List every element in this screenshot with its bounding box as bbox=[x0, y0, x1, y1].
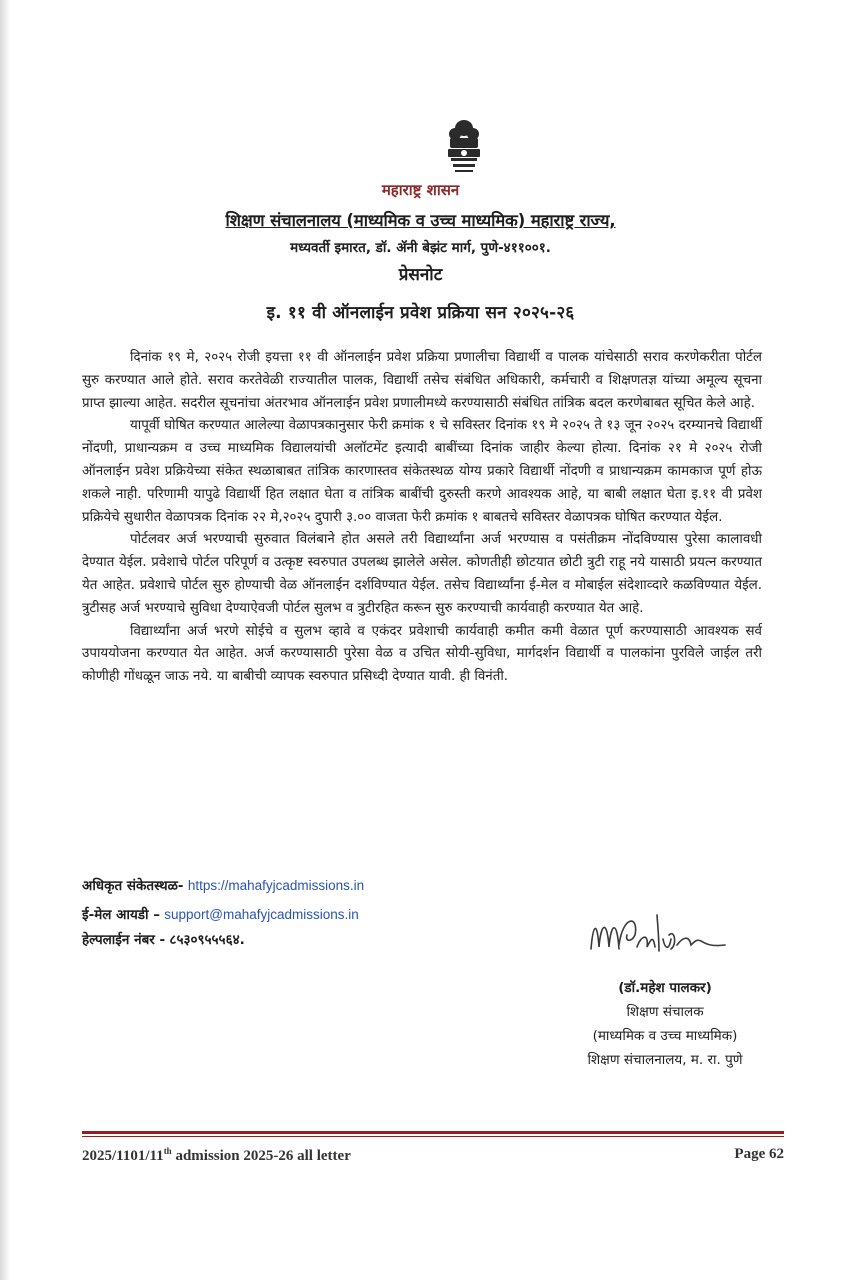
press-note-label: प्रेसनोट bbox=[398, 265, 443, 285]
paragraph-4: विद्यार्थ्यांना अर्ज भरणे सोईचे व सुलभ व्हावे व एकंदर प्रवेशाची कार्यवाही कमीत कमी वेळात पूर्ण करण्यासाठी आवश्यक सर्व उपाययोजना करण्यात येत आहेत. अर्ज करण्यासाठी पुरेसा वेळ व उचित सोयी-सुविधा, मार्गदर्शन विद्यार्थी व पालकांना पुरविले जाईल तरी कोणीही गोंधळून जाऊ नये. या बाबीची व्यापक स्वरुपात प्रसिध्दी देण्यात यावी. ही विनंती. bbox=[82, 623, 762, 685]
signatory-designation: शिक्षण संचालक bbox=[626, 1004, 704, 1020]
signatory-name: (डॉ.महेश पालकर) bbox=[618, 980, 712, 996]
website-line bbox=[82, 876, 364, 894]
footer-rule bbox=[82, 1131, 784, 1134]
doc-ref-suffix: admission 2025-26 all letter bbox=[171, 1148, 351, 1164]
helpline-label: हेल्पलाईन नंबर - bbox=[82, 932, 166, 948]
document-reference bbox=[82, 1146, 351, 1165]
footer-rule-thin bbox=[82, 1136, 784, 1137]
office-address: मध्यवर्ती इमारत, डॉ. ॲनी बेझंट मार्ग, पुणे-४११००१. bbox=[290, 240, 551, 256]
signature-image bbox=[585, 905, 735, 965]
paragraph-2: यापूर्वी घोषित करण्यात आलेल्या वेळापत्रकानुसार फेरी क्रमांक १ चे सविस्तर दिनांक १९ मे २०२५ ते १३ जून २०२५ दरम्यानचे विद्यार्थी नोंदणी, प्राधान्यक्रम व उच्च माध्यमिक विद्यालयांची अलॉटमेंट इत्यादी बाबींच्या दिनांक जाहीर केल्या होत्या. दिनांक २१ मे २०२५ रोजी ऑनलाईन प्रवेश प्रक्रियेच्या संकेत स्थळाबाबत तांत्रिक कारणास्तव संकेतस्थळ योग्य प्रकारे विद्यार्थी नोंदणी व प्राधान्यक्रम कामकाज पूर्ण होऊ शकले नाही. परिणामी यापुढे विद्यार्थी हित लक्षात घेता व तांत्रिक बाबींची दुरुस्ती करणे आवश्यक आहे, या बाबी लक्षात घेता इ.११ वी प्रवेश प्रक्रियेचे सुधारीत वेळापत्रक दिनांक २२ मे,२०२५ दुपारी ३.०० वाजता फेरी क्रमांक १ बाबतचे सविस्तर वेळापत्रक घोषित करण्यात येईल. bbox=[82, 418, 762, 525]
department-heading: शिक्षण संचालनालय (माध्यमिक व उच्च माध्यमिक) महाराष्ट्र राज्य, bbox=[225, 211, 616, 230]
email-label: ई-मेल आयडी – bbox=[82, 907, 160, 923]
website-link[interactable]: https://mahafyjcadmissions.in bbox=[187, 878, 365, 893]
ashoka-emblem-icon bbox=[441, 118, 487, 178]
email-line bbox=[82, 905, 359, 923]
page-number: Page 62 bbox=[734, 1146, 784, 1162]
paragraph-1: दिनांक १९ मे, २०२५ रोजी इयत्ता ११ वी ऑनलाईन प्रवेश प्रक्रिया प्रणालीचा विद्यार्थी व पालक यांचेसाठी सराव करणेकरीता पोर्टल सुरु करण्यात आले होते. सराव करतेवेळी राज्यातील पालक, विद्यार्थी तसेच संबंधित अधिकारी, कर्मचारी व शिक्षणतज्ञ यांच्या अमूल्य सूचना प्राप्त झाल्या आहेत. सदरील सूचनांचा अंतरभाव ऑनलाईन प्रवेश प्रणालीमध्ये करण्यासाठी संबंधित तांत्रिक बदल करणेबाबत सूचित केले आहे. bbox=[82, 350, 762, 411]
government-heading: महाराष्ट्र शासन bbox=[381, 181, 460, 199]
helpline-number: ८५३०९५५५६४. bbox=[169, 932, 245, 948]
paragraph-3: पोर्टलवर अर्ज भरण्याची सुरुवात विलंबाने होत असले तरी विद्यार्थ्यांना अर्ज भरण्यास व पसंतीक्रम नोंदविण्यास पुरेसा कालावधी देण्यात येईल. प्रवेशाचे पोर्टल परिपूर्ण व उत्कृष्ट स्वरुपात उपलब्ध झालेले असेल. कोणतीही छोटयात छोटी त्रुटी राहू नये यासाठी प्रयत्न करण्यात येत आहेत. प्रवेशाचे पोर्टल सुरु होण्याची वेळ ऑनलाईन दर्शविण्यात येईल. तसेच विद्यार्थ्यांना ई-मेल व मोबाईल संदेशाव्दारे कळविण्यात येईल. त्रुटीसह अर्ज भरण्याचे सुविधा देण्याऐवजी पोर्टल सुलभ व त्रुटीरहित करून सुरु करण्याची कार्यवाही करण्यात येत आहे. bbox=[82, 532, 762, 616]
letter-body bbox=[82, 347, 762, 689]
signatory-division: (माध्यमिक व उच्च माध्यमिक) bbox=[592, 1028, 738, 1044]
helpline-line bbox=[82, 930, 245, 948]
doc-ref-sup: th bbox=[163, 1146, 172, 1156]
doc-ref-prefix: 2025/1101/11 bbox=[82, 1148, 164, 1164]
email-link[interactable]: support@mahafyjcadmissions.in bbox=[164, 907, 359, 922]
website-label: अधिकृत संकेतस्थळ- bbox=[82, 878, 184, 894]
document-title: इ. ११ वी ऑनलाईन प्रवेश प्रक्रिया सन २०२५-२६ bbox=[266, 303, 575, 323]
signatory-office: शिक्षण संचालनालय, म. रा. पुणे bbox=[587, 1052, 743, 1068]
